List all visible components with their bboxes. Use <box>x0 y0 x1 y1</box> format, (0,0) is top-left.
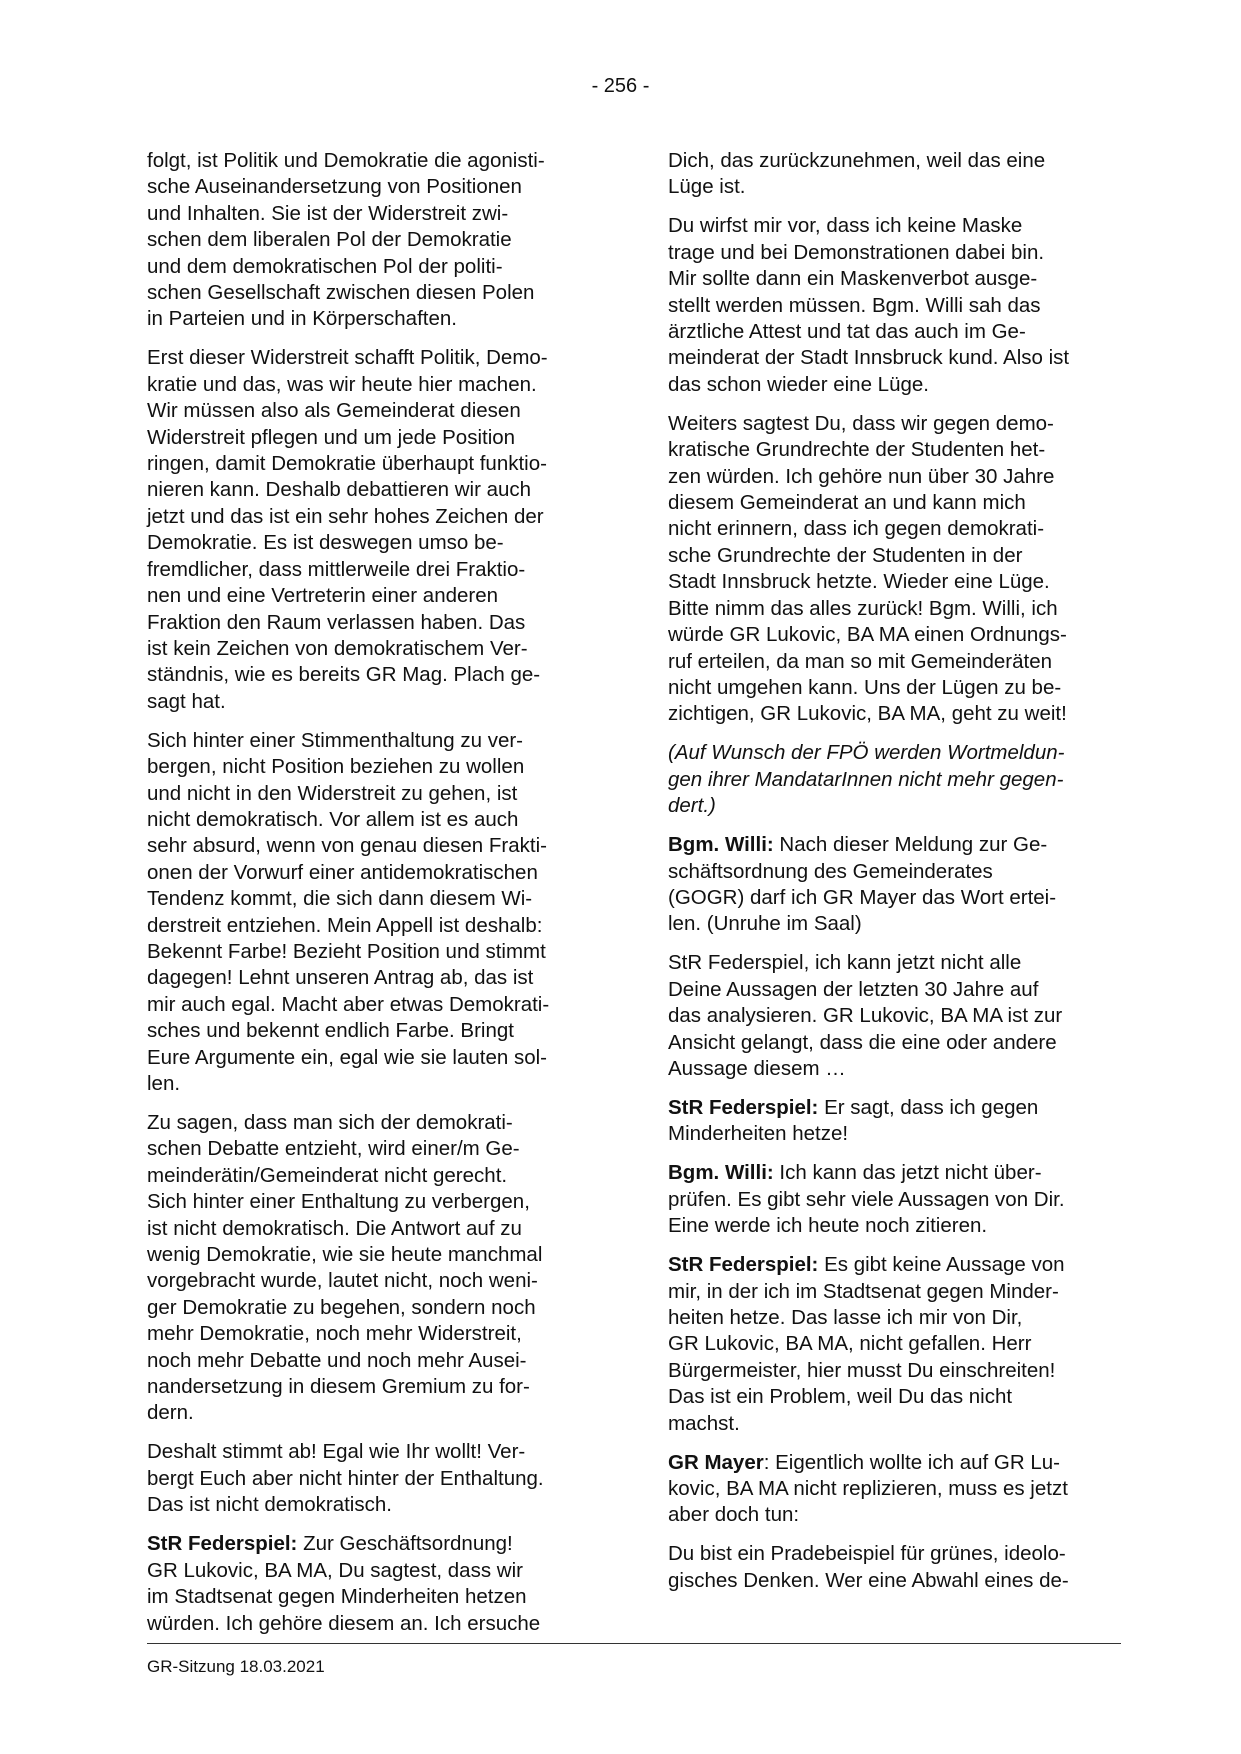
text-line: Ansicht gelangt, dass die eine oder andere <box>668 1030 1057 1054</box>
text-line: Bürgermeister, hier musst Du einschreiten! <box>668 1358 1056 1382</box>
paragraph <box>668 1160 1130 1239</box>
paragraph <box>668 1095 1130 1148</box>
paragraph <box>668 1541 1130 1594</box>
text-line: kovic, BA MA nicht replizieren, muss es jetzt <box>668 1477 1068 1501</box>
paragraph <box>147 1531 607 1637</box>
text-line: dagegen! Lehnt unseren Antrag ab, das ist <box>147 966 534 990</box>
paragraph <box>668 1450 1130 1529</box>
text-line: Dich, das zurückzunehmen, weil das eine <box>668 149 1046 172</box>
text-line: mir auch egal. Macht aber etwas Demokrati- <box>147 992 550 1016</box>
text-line: ringen, damit Demokratie überhaupt funktio- <box>147 452 547 476</box>
text-line: schäftsordnung des Gemeinderates <box>668 859 993 883</box>
text-line: Sich hinter einer Enthaltung zu verbergen, <box>147 1190 530 1214</box>
paragraph <box>147 148 607 333</box>
text-line: sche Auseinandersetzung von Positionen <box>147 175 522 199</box>
text-line: folgt, ist Politik und Demokratie die agonisti- <box>147 149 545 172</box>
text-line: fremdlicher, dass mittlerweile drei Fraktio- <box>147 557 526 581</box>
text-line <box>668 1160 1130 1186</box>
text-line: dert.) <box>668 794 716 818</box>
text-line: Mir sollte dann ein Maskenverbot ausge- <box>668 267 1038 291</box>
paragraph <box>668 832 1130 938</box>
speaker-text: : Eigentlich wollte ich auf GR Lu- <box>763 1450 1060 1474</box>
text-line: Du bist ein Pradebeispiel für grünes, ideolo- <box>668 1542 1066 1566</box>
text-line: Weiters sagtest Du, dass wir gegen demo- <box>668 411 1054 435</box>
text-line: nicht demokratisch. Vor allem ist es auch <box>147 807 519 831</box>
text-line: nandersetzung in diesem Gremium zu for- <box>147 1375 530 1399</box>
text-line: meinderat der Stadt Innsbruck kund. Also ist <box>668 346 1070 370</box>
text-line: mehr Demokratie, noch mehr Widerstreit, <box>147 1322 522 1346</box>
speaker-text: Ich kann das jetzt nicht über- <box>773 1161 1042 1185</box>
text-line: sche Grundrechte der Studenten in der <box>668 543 1023 567</box>
paragraph <box>147 345 607 715</box>
text-line: Sich hinter einer Stimmenthaltung zu ver- <box>147 728 524 752</box>
text-line <box>668 1095 1130 1121</box>
text-line: meinderätin/Gemeinderat nicht gerecht. <box>147 1163 508 1187</box>
text-line: Eine werde ich heute noch zitieren. <box>668 1214 988 1238</box>
text-line: nieren kann. Deshalb debattieren wir auch <box>147 478 532 502</box>
paragraph <box>147 728 607 1098</box>
text-line: würde GR Lukovic, BA MA einen Ordnungs- <box>668 623 1067 647</box>
speaker-text: Er sagt, dass ich gegen <box>818 1095 1039 1119</box>
text-line: nicht umgehen kann. Uns der Lügen zu be- <box>668 675 1062 699</box>
text-line: Minderheiten hetze! <box>668 1122 849 1146</box>
text-line: derstreit entziehen. Mein Appell ist deshalb: <box>147 913 543 937</box>
text-line: schen dem liberalen Pol der Demokratie <box>147 228 512 252</box>
text-line: aber doch tun: <box>668 1503 800 1527</box>
text-line: gisches Denken. Wer eine Abwahl eines de- <box>668 1568 1069 1592</box>
text-line: ger Demokratie zu begehen, sondern noch <box>147 1295 536 1319</box>
speaker-name: StR Federspiel: <box>668 1253 819 1277</box>
text-line: sagt hat. <box>147 689 226 713</box>
speaker-name: Bgm. Willi: <box>668 1161 774 1185</box>
text-line: kratie und das, was wir heute hier machen. <box>147 372 537 396</box>
paragraph <box>668 950 1130 1082</box>
text-line: zichtigen, GR Lukovic, BA MA, geht zu weit! <box>668 702 1067 726</box>
text-line: machst. <box>668 1411 740 1435</box>
text-line: Bitte nimm das alles zurück! Bgm. Willi, ich <box>668 596 1058 620</box>
speaker-text: Nach dieser Meldung zur Ge- <box>773 833 1048 857</box>
text-line: Lüge ist. <box>668 175 746 199</box>
page-number: - 256 - <box>591 75 650 97</box>
speaker-name: Bgm. Willi: <box>668 833 774 857</box>
speaker-name: StR Federspiel: <box>147 1532 298 1556</box>
text-line: noch mehr Debatte und noch mehr Ausei- <box>147 1348 527 1372</box>
text-line: trage und bei Demonstrationen dabei bin. <box>668 240 1045 264</box>
text-line: Demokratie. Es ist deswegen umso be- <box>147 531 504 555</box>
text-line: Fraktion den Raum verlassen haben. Das <box>147 610 526 634</box>
text-line: sches und bekennt endlich Farbe. Bringt <box>147 1019 514 1043</box>
text-line: (GOGR) darf ich GR Mayer das Wort ertei- <box>668 885 1057 909</box>
text-line: in Parteien und in Körperschaften. <box>147 307 457 331</box>
text-line: ärztliche Attest und tat das auch im Ge- <box>668 320 1026 344</box>
text-line: Das ist ein Problem, weil Du das nicht <box>668 1385 1013 1409</box>
text-line: (Auf Wunsch der FPÖ werden Wortmeldun- <box>668 741 1065 765</box>
text-line: Deine Aussagen der letzten 30 Jahre auf <box>668 977 1039 1001</box>
text-line <box>147 1531 607 1557</box>
text-line: bergen, nicht Position beziehen zu wollen <box>147 755 525 779</box>
text-line: onen der Vorwurf einer antidemokratischen <box>147 860 538 884</box>
speaker-text: Zur Geschäftsordnung! <box>297 1532 513 1556</box>
text-line <box>668 1450 1130 1476</box>
text-line: len. <box>147 1072 181 1095</box>
text-line: Du wirfst mir vor, dass ich keine Maske <box>668 214 1023 238</box>
text-line: Widerstreit pflegen und um jede Position <box>147 425 516 449</box>
text-line: und nicht in den Widerstreit zu gehen, ist <box>147 781 518 805</box>
text-line: Zu sagen, dass man sich der demokrati- <box>147 1111 513 1134</box>
right-column <box>668 148 1130 1607</box>
text-line: ständnis, wie es bereits GR Mag. Plach ge- <box>147 663 541 687</box>
text-line: Erst dieser Widerstreit schafft Politik, Demo- <box>147 346 548 370</box>
text-line <box>668 832 1130 858</box>
text-line: Bekennt Farbe! Bezieht Position und stimmt <box>147 939 546 963</box>
speaker-name: StR Federspiel: <box>668 1095 819 1119</box>
text-line: bergt Euch aber nicht hinter der Enthaltung. <box>147 1466 544 1490</box>
paragraph <box>668 148 1130 201</box>
text-line: heiten hetze. Das lasse ich mir von Dir, <box>668 1306 1023 1329</box>
paragraph <box>668 213 1130 398</box>
text-line: ruf erteilen, da man so mit Gemeinderäten <box>668 649 1052 673</box>
text-line: schen Gesellschaft zwischen diesen Polen <box>147 281 535 305</box>
text-line: und dem demokratischen Pol der politi- <box>147 254 503 278</box>
text-line: Eure Argumente ein, egal wie sie lauten sol- <box>147 1045 547 1069</box>
text-line: Deshalt stimmt ab! Egal wie Ihr wollt! Ver- <box>147 1440 526 1464</box>
text-line: ist kein Zeichen von demokratischem Ver- <box>147 636 528 660</box>
text-line: jetzt und das ist ein sehr hohes Zeichen der <box>147 504 544 528</box>
text-line: StR Federspiel, ich kann jetzt nicht alle <box>668 951 1022 975</box>
text-line: und Inhalten. Sie ist der Widerstreit zwi- <box>147 201 509 225</box>
text-line: nicht erinnern, dass ich gegen demokrati- <box>668 517 1045 541</box>
text-line <box>668 1252 1130 1278</box>
text-line: Tendenz kommt, die sich dann diesem Wi- <box>147 887 533 911</box>
text-line: GR Lukovic, BA MA, nicht gefallen. Herr <box>668 1332 1032 1356</box>
paragraph <box>147 1439 607 1518</box>
text-line: GR Lukovic, BA MA, Du sagtest, dass wir <box>147 1558 523 1582</box>
text-line: prüfen. Es gibt sehr viele Aussagen von Dir. <box>668 1187 1065 1211</box>
text-line: ist nicht demokratisch. Die Antwort auf zu <box>147 1216 522 1240</box>
text-line: würden. Ich gehöre diesem an. Ich ersuche <box>147 1611 541 1635</box>
paragraph <box>147 1110 607 1427</box>
text-line: mir, in der ich im Stadtsenat gegen Minder- <box>668 1279 1059 1303</box>
text-line: sehr absurd, wenn von genau diesen Frakti- <box>147 834 547 858</box>
text-line: stellt werden müssen. Bgm. Willi sah das <box>668 293 1041 317</box>
paragraph <box>668 411 1130 728</box>
text-line: vorgebracht wurde, lautet nicht, noch weni- <box>147 1269 538 1293</box>
text-line: dern. <box>147 1401 194 1425</box>
text-line: das schon wieder eine Lüge. <box>668 372 929 396</box>
text-line: zen würden. Ich gehöre nun über 30 Jahre <box>668 464 1055 488</box>
text-line: diesem Gemeinderat an und kann mich <box>668 491 1026 515</box>
text-line: gen ihrer MandatarInnen nicht mehr gegen- <box>668 767 1064 791</box>
speaker-text: Es gibt keine Aussage von <box>818 1253 1065 1277</box>
paragraph <box>668 1252 1130 1437</box>
footer-divider <box>147 1643 1121 1644</box>
text-line: Wir müssen also als Gemeinderat diesen <box>147 399 521 423</box>
speaker-name: GR Mayer <box>668 1450 764 1474</box>
text-line: Aussage diesem … <box>668 1056 846 1080</box>
left-column <box>147 148 607 1650</box>
text-line: das analysieren. GR Lukovic, BA MA ist zur <box>668 1004 1063 1028</box>
paragraph <box>668 740 1130 819</box>
text-line: wenig Demokratie, wie sie heute manchmal <box>147 1243 543 1267</box>
text-line: len. (Unruhe im Saal) <box>668 912 862 936</box>
text-line: Das ist nicht demokratisch. <box>147 1493 392 1517</box>
footer-session-date: GR-Sitzung 18.03.2021 <box>147 1657 325 1676</box>
text-line: kratische Grundrechte der Studenten het- <box>668 438 1046 462</box>
text-line: schen Debatte entzieht, wird einer/m Ge- <box>147 1137 520 1161</box>
text-line: Stadt Innsbruck hetzte. Wieder eine Lüge. <box>668 570 1050 594</box>
text-line: im Stadtsenat gegen Minderheiten hetzen <box>147 1585 527 1609</box>
text-line: nen und eine Vertreterin einer anderen <box>147 584 499 608</box>
